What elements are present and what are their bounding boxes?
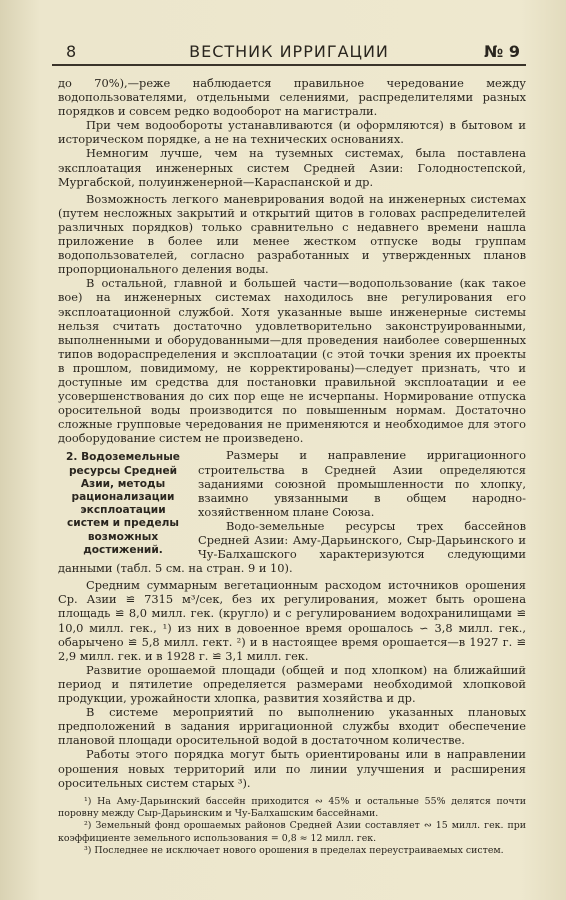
- paragraph-9: Развитие орошаемой площади (общей и под хлопком) на ближайший период и пятилетие определяется размерами необходимой хлопковой продукции, урожайности хлопка, развития хозяйства и др.: [58, 662, 526, 706]
- paragraph-3: Немногим лучше, чем на туземных системах, была поставлена эксплоатация инженерных систем Средней Азии: Голодностепской, Мургабской, полуинженерной—Караспанской и др.: [58, 146, 526, 189]
- paragraph-2: При чем водообороты устанавливаются (и оформляются) в бытовом и историческом порядке, а не на технических основаниях.: [58, 118, 526, 147]
- paragraph-7: Водо-земельные ресурсы трех бассейнов Средней Азии: Аму-Дарьинского, Сыр-Дарьинского и Чу-Балхашского характеризуются следующими данными (табл. 5 см. на стран. 9 и 10).: [58, 518, 526, 576]
- paragraph-10: В системе мероприятий по выполнению указанных плановых предположений в задания ирригационной службы входит обеспечение плановой площади оросительной водой в достаточном количестве.: [58, 705, 526, 748]
- footnote-1: ¹) На Аму-Дарьинский бассейн приходится ∾ 45% и остальные 55% делятся почти поровну между Сыр-Дарьинским и Чу-Балхашским бассейнами.: [58, 796, 526, 820]
- section-block: [58, 448, 526, 575]
- paragraph-8: Средним суммарным вегетационным расходом источников орошения Ср. Азии ≌ 7315 м³/сек, без их регулирования, может быть орошена площадь ≌ 8,0 милл. гек. (кругло) и с регулированием водохранилищами ≌ 10,0 милл. гек., ¹) из них в довоенное время орошалось ∽ 3,8 милл. гек., обарычено ≌ 5,8 милл. гект. ²) и в настоящее время орошается—в 1927 г. ≌ 2,9 милл. гек. и в 1928 г. ≌ 3,1 милл. гек.: [58, 578, 526, 663]
- paragraph-1: до 70%),—реже наблюдается правильное чередование между водопользователями, отдельными селениями, распределителями разных порядков и совсем редко водооборот на магистрали.: [58, 76, 526, 119]
- journal-title: ВЕСТНИК ИРРИГАЦИИ: [189, 42, 389, 61]
- paragraph-6: Размеры и направление ирригационного строительства в Средней Азии определяются заданиями союзной промышленности по хлопку, взаимно увязанными в общем народно-хозяйственном плане Союза.: [198, 448, 526, 519]
- article-body: [58, 76, 526, 790]
- footnote-2: ²) Земельный фонд орошаемых районов Средней Азии составляет ∾ 15 милл. гек. при коэффициенте земельного использования = 0,8 ≈ 12 милл. гек.: [58, 820, 526, 844]
- footnotes: [58, 796, 526, 857]
- paragraph-11: Работы этого порядка могут быть ориентированы или в направлении орошения новых территорий или по линии улучшения и расширения оросительных систем старых ³).: [58, 747, 526, 790]
- section-heading: 2. Водоземельные ресурсы Средней Азии, методы рационализации эксплоатации систем и пределы возможных достижений.: [66, 451, 180, 556]
- paragraph-4: Возможность легкого маневрирования водой на инженерных системах (путем несложных закрытий и открытий щитов в головах распределителей различных порядков) только сравнительно с недавнего времени нашла приложение в более или менее жестком отпуске воды группам водопользователей, согласно разработанных и утвержденных планов пропорционального деления воды.: [58, 191, 526, 277]
- running-header: [52, 38, 526, 66]
- issue-number: № 9: [484, 42, 520, 61]
- footnote-3: ³) Последнее не исключает нового орошения в пределах переустраиваемых систем.: [84, 844, 504, 856]
- paragraph-5: В остальной, главной и большей части—водопользование (как такое вое) на инженерных системах находилось вне регулирования его эксплоатационной службой. Хотя указанные выше инженерные системы нельзя считать достаточно удовлетворительно законструированными, выполненными и оборудованными—для проведения наиболее совершенных типов водораспределения и эксплоатации (с этой точки зрения их проекты в прошлом, повидимому, не корректированы)—следует признать, что и доступные им средства для постановки правильной эксплоатации и ее усовершенствования до сих пор еще не исчерпаны. Нормирование отпуска оросительной воды производится по повышенным нормам. Достаточно сложные групповые чередования не применяются и необходимое для этого дооборудование систем не произведено.: [58, 276, 526, 446]
- page-number: 8: [66, 42, 77, 61]
